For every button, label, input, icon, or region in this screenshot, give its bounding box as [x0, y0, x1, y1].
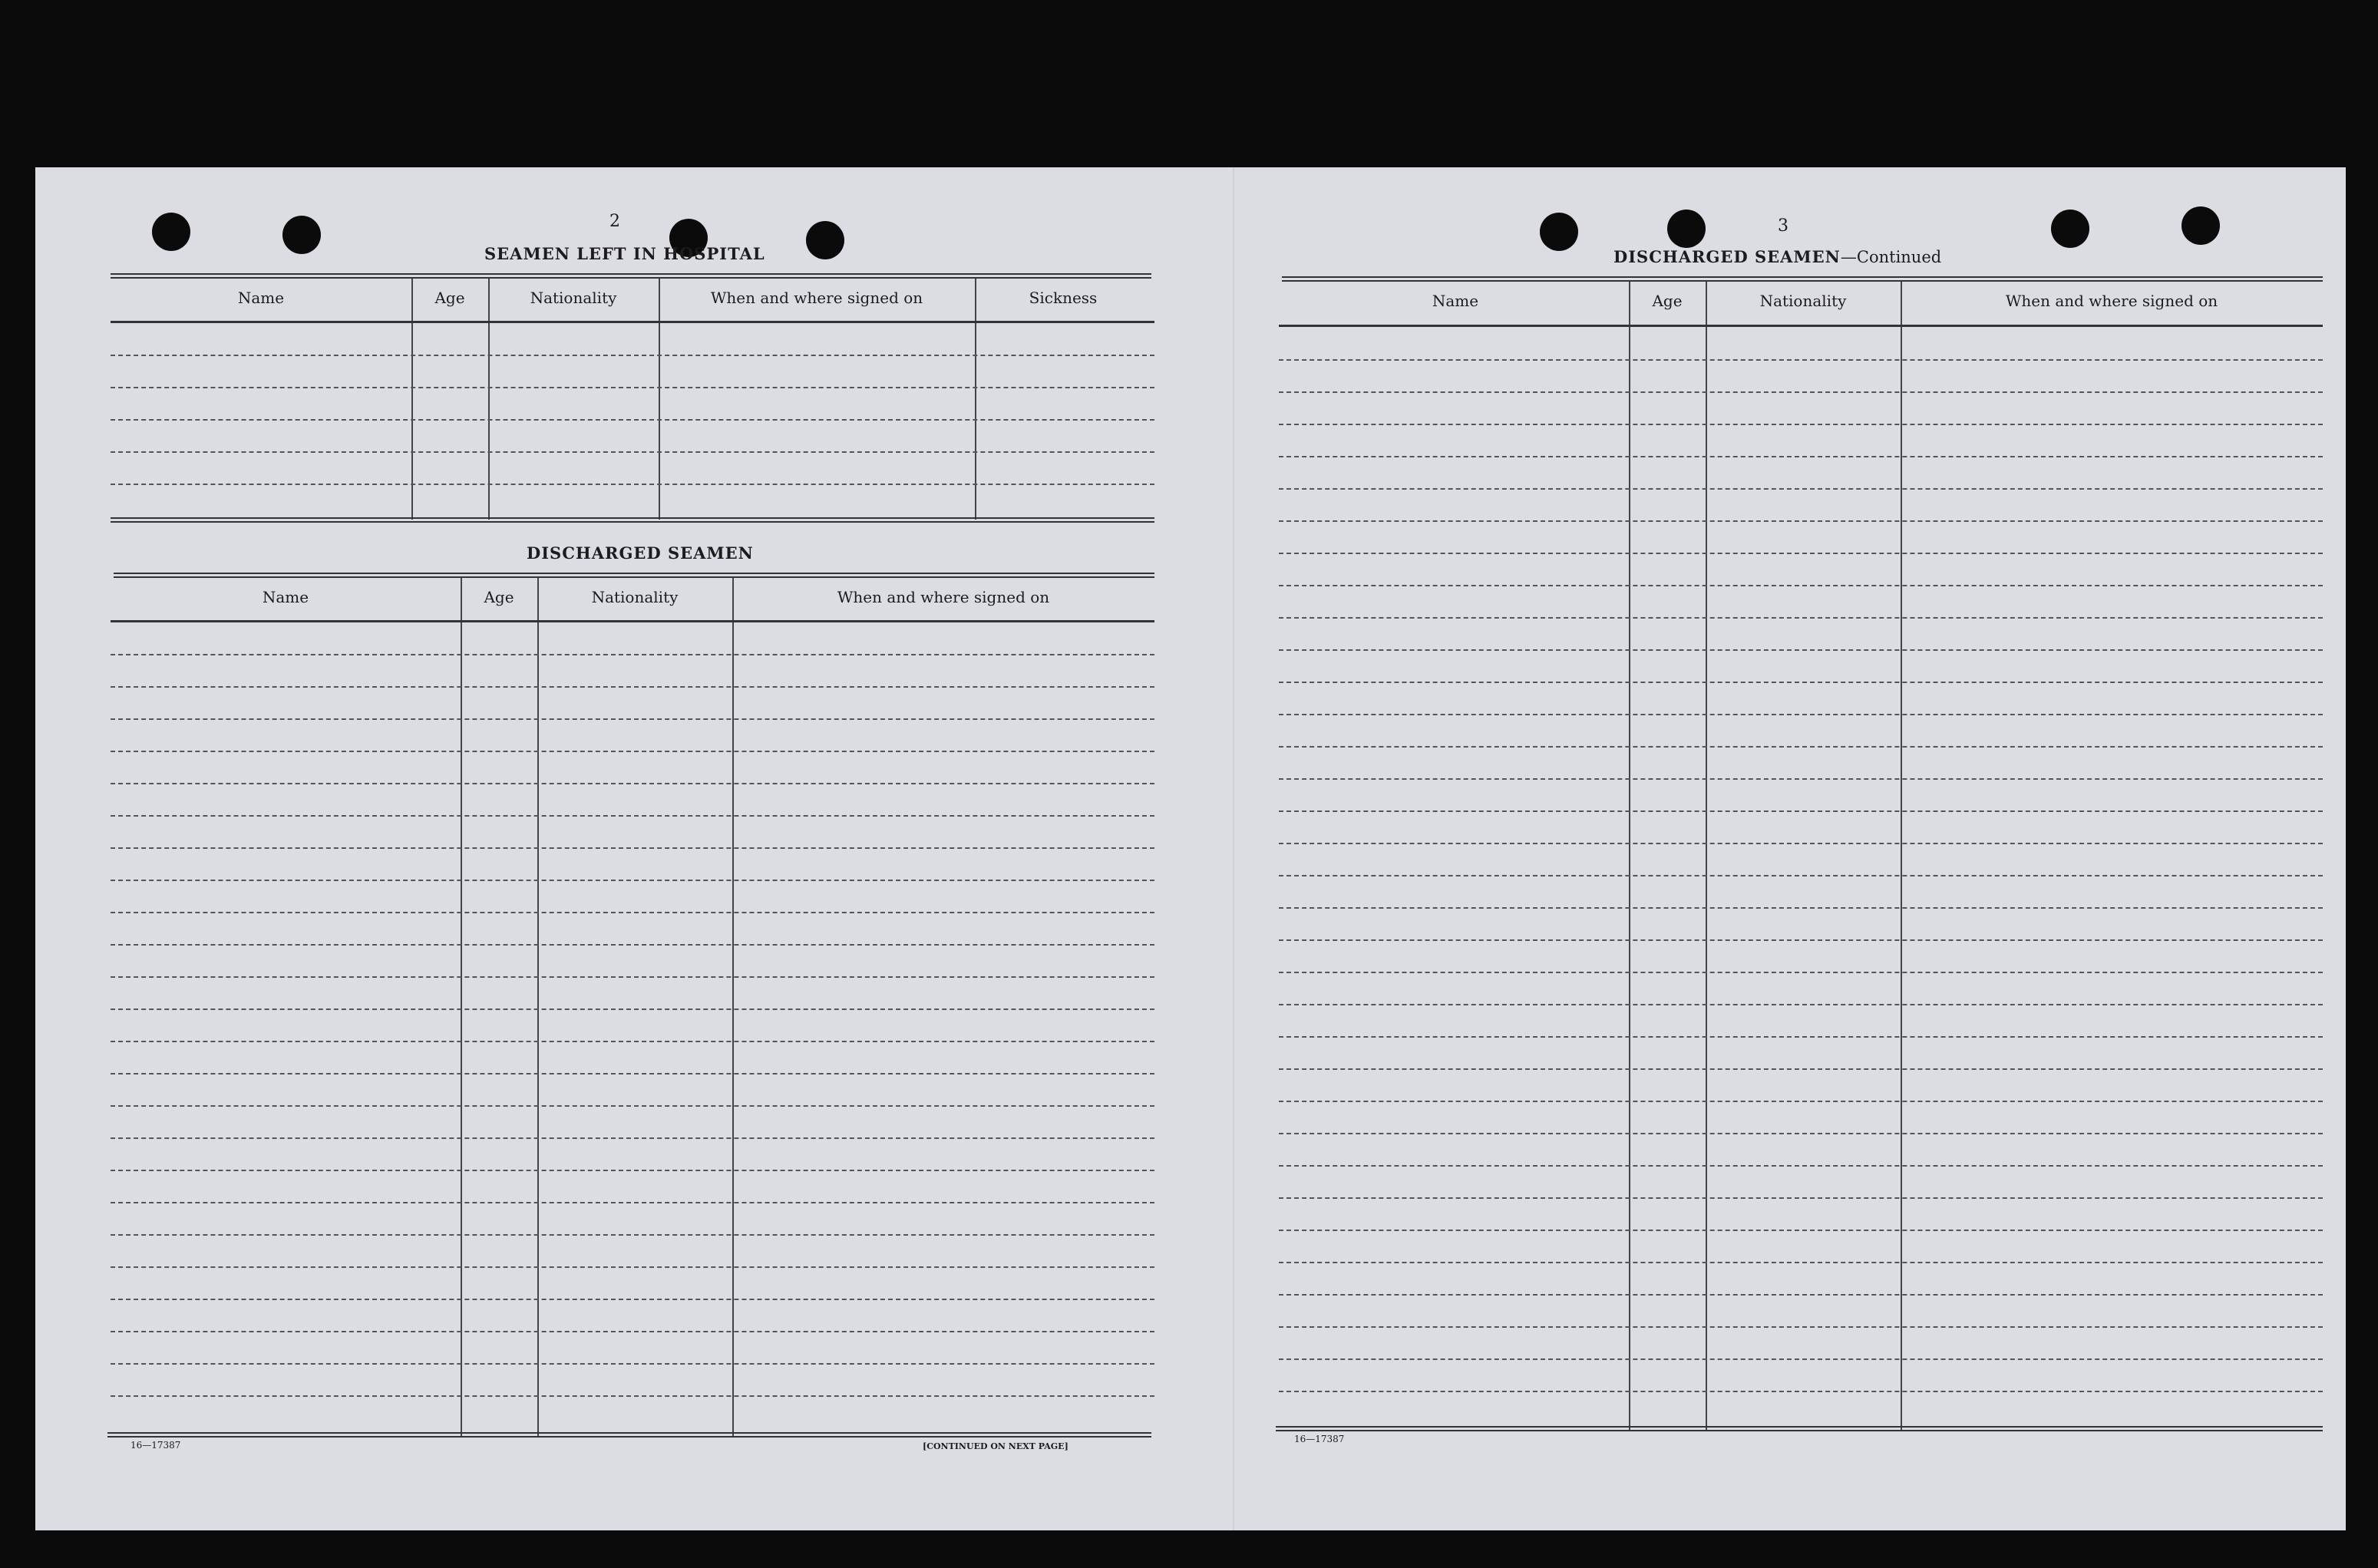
punch-hole	[152, 213, 190, 251]
blank-entry-row	[1279, 778, 2323, 780]
blank-entry-row	[1279, 1230, 2323, 1231]
blank-entry-row	[111, 1170, 1154, 1171]
column-divider	[1706, 282, 1707, 1430]
blank-entry-row	[111, 1234, 1154, 1236]
blank-entry-row	[1279, 488, 2323, 490]
punch-hole	[2181, 206, 2220, 245]
blank-entry-row	[111, 783, 1154, 784]
blank-entry-row	[1279, 907, 2323, 909]
blank-entry-row	[111, 1008, 1154, 1010]
blank-entry-row	[1279, 1391, 2323, 1392]
punch-hole	[1667, 210, 1706, 248]
right-table-top-rule	[1282, 276, 2323, 282]
blank-entry-row	[1279, 359, 2323, 361]
discharged-section-title: DISCHARGED SEAMEN	[527, 543, 754, 563]
hospital-header-rule	[111, 321, 1154, 323]
discharged-col-header: Name	[262, 588, 309, 606]
blank-entry-row	[1279, 617, 2323, 619]
right-table-bottom-rule	[1276, 1426, 2323, 1431]
discharged-col-header: Age	[484, 588, 514, 606]
blank-entry-row	[1279, 972, 2323, 973]
blank-entry-row	[1279, 649, 2323, 651]
blank-entry-row	[111, 1395, 1154, 1397]
right-col-header: Age	[1652, 292, 1683, 310]
blank-entry-row	[1279, 456, 2323, 457]
form-code-right: 16—17387	[1294, 1434, 1345, 1444]
blank-entry-row	[111, 718, 1154, 720]
blank-entry-row	[111, 1073, 1154, 1074]
blank-entry-row	[111, 944, 1154, 946]
blank-entry-row	[1279, 746, 2323, 748]
blank-entry-row	[1279, 391, 2323, 393]
blank-entry-row	[111, 751, 1154, 752]
continued-note: [CONTINUED ON NEXT PAGE]	[923, 1441, 1068, 1451]
right-col-header: Nationality	[1759, 292, 1847, 310]
right-col-header: When and where signed on	[2005, 292, 2218, 310]
blank-entry-row	[111, 1266, 1154, 1268]
blank-entry-row	[1279, 424, 2323, 425]
hospital-col-header: Age	[434, 289, 465, 307]
blank-entry-row	[1279, 1068, 2323, 1070]
hospital-col-header: Name	[237, 289, 285, 307]
blank-entry-row	[111, 686, 1154, 688]
blank-entry-row	[111, 1363, 1154, 1365]
discharged-table-bottom-rule	[107, 1432, 1151, 1438]
blank-entry-row	[111, 654, 1154, 655]
column-divider	[732, 578, 734, 1436]
discharged-col-header: Nationality	[591, 588, 679, 606]
page-number-right: 3	[1778, 216, 1788, 236]
blank-entry-row	[111, 387, 1154, 388]
discharged-header-rule	[111, 620, 1154, 622]
form-code-left: 16—17387	[130, 1440, 181, 1451]
column-divider	[537, 578, 539, 1436]
blank-entry-row	[111, 912, 1154, 913]
discharged-table-top-rule	[114, 573, 1154, 578]
punch-hole	[1540, 213, 1578, 251]
page-fold	[1233, 167, 1234, 1530]
hospital-col-header: Nationality	[530, 289, 617, 307]
blank-entry-row	[111, 880, 1154, 881]
right-col-header: Name	[1432, 292, 1479, 310]
blank-entry-row	[1279, 1133, 2323, 1134]
blank-entry-row	[1279, 1101, 2323, 1102]
blank-entry-row	[111, 1137, 1154, 1139]
punch-hole	[806, 221, 844, 259]
hospital-col-header: When and where signed on	[710, 289, 923, 307]
blank-entry-row	[1279, 520, 2323, 522]
blank-entry-row	[1279, 1036, 2323, 1038]
blank-entry-row	[1279, 682, 2323, 683]
blank-entry-row	[111, 1331, 1154, 1332]
blank-entry-row	[111, 976, 1154, 978]
blank-entry-row	[111, 847, 1154, 849]
blank-entry-row	[1279, 1165, 2323, 1167]
blank-entry-row	[1279, 553, 2323, 554]
blank-entry-row	[111, 1041, 1154, 1042]
hospital-table-top-rule	[111, 273, 1151, 279]
title-suffix: —Continued	[1840, 248, 1942, 266]
blank-entry-row	[111, 484, 1154, 485]
blank-entry-row	[1279, 810, 2323, 812]
column-divider	[1629, 282, 1630, 1430]
right-header-rule	[1279, 325, 2323, 327]
punch-hole	[2051, 210, 2089, 248]
blank-entry-row	[111, 815, 1154, 817]
blank-entry-row	[111, 419, 1154, 421]
hospital-section-title: SEAMEN LEFT IN HOSPITAL	[484, 244, 765, 263]
hospital-table-bottom-rule	[111, 517, 1154, 523]
blank-entry-row	[111, 1105, 1154, 1107]
blank-entry-row	[111, 451, 1154, 453]
blank-entry-row	[111, 1202, 1154, 1203]
blank-entry-row	[1279, 875, 2323, 876]
discharged-col-header: When and where signed on	[837, 588, 1050, 606]
column-divider	[1901, 282, 1902, 1430]
column-divider	[461, 578, 462, 1436]
blank-entry-row	[1279, 1004, 2323, 1005]
discharged-continued-title	[1613, 247, 1941, 266]
blank-entry-row	[111, 1299, 1154, 1300]
blank-entry-row	[1279, 585, 2323, 586]
blank-entry-row	[1279, 1326, 2323, 1328]
blank-entry-row	[1279, 1358, 2323, 1360]
blank-entry-row	[1279, 1197, 2323, 1199]
blank-entry-row	[1279, 714, 2323, 715]
punch-hole	[282, 216, 321, 254]
ledger-sheet	[35, 167, 2346, 1530]
hospital-col-header: Sickness	[1029, 289, 1098, 307]
blank-entry-row	[1279, 843, 2323, 844]
blank-entry-row	[1279, 939, 2323, 941]
blank-entry-row	[1279, 1294, 2323, 1296]
title-main: DISCHARGED SEAMEN	[1613, 247, 1841, 266]
page-number-left: 2	[609, 212, 620, 231]
blank-entry-row	[1279, 1262, 2323, 1263]
blank-entry-row	[111, 355, 1154, 356]
